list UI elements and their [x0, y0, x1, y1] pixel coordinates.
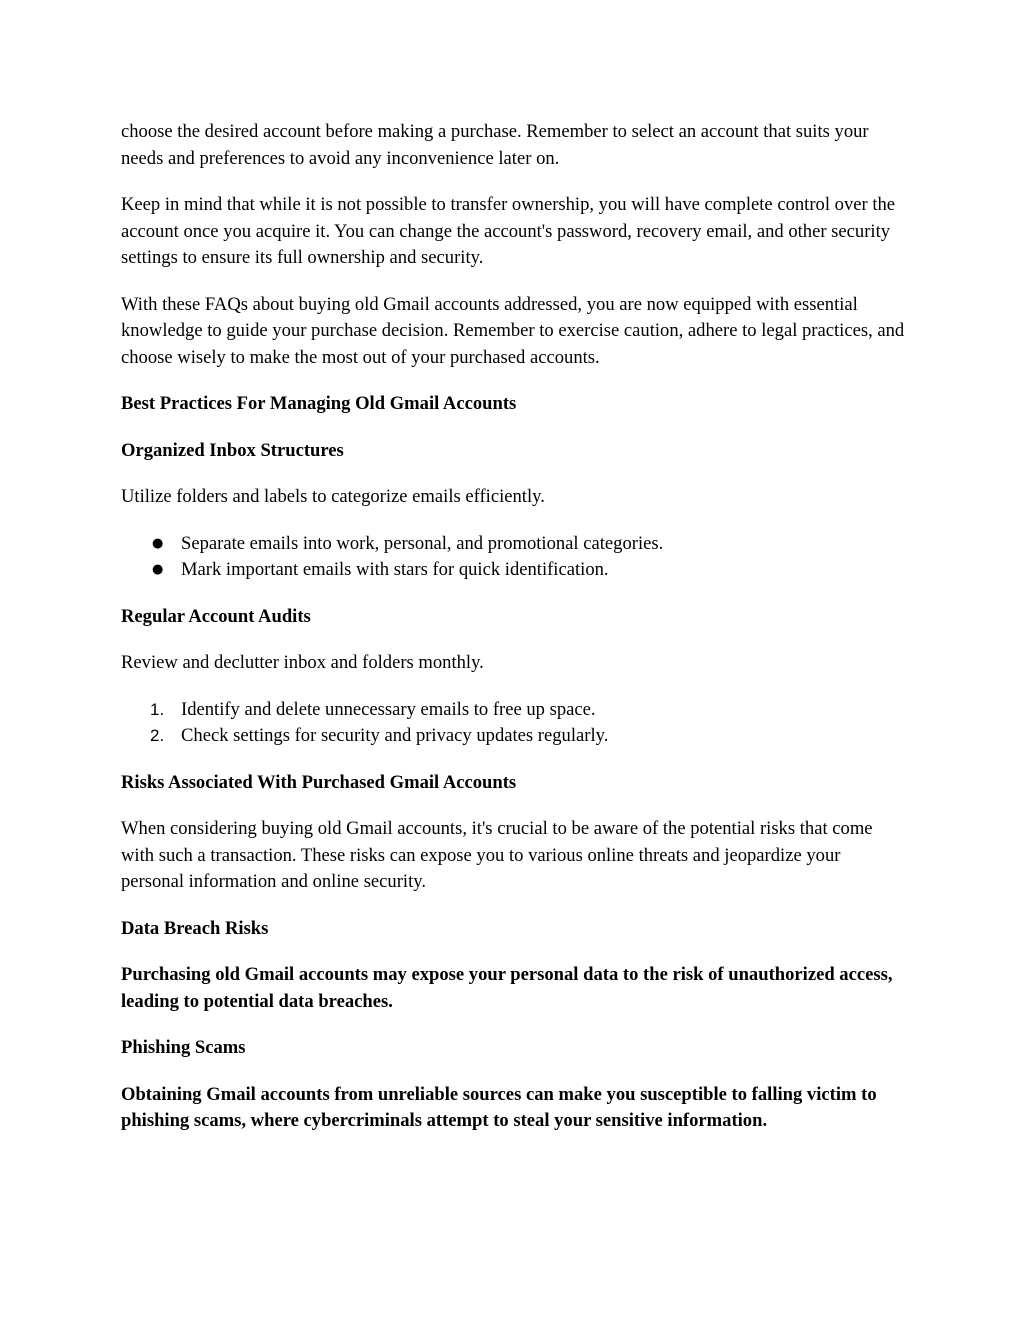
list-item-text: Check settings for security and privacy updates regularly.: [181, 725, 609, 746]
paragraph-risks-intro: When considering buying old Gmail accounts, it's crucial to be aware of the potential risks that come with such a transaction. These risks can expose you to various online threats and jeopardize your personal information and online security.: [121, 818, 873, 892]
heading-data-breach: Data Breach Risks: [121, 917, 269, 939]
document-page: [121, 119, 906, 1155]
paragraph-organized-intro: Utilize folders and labels to categorize emails efficiently.: [121, 486, 545, 507]
heading-phishing: Phishing Scams: [121, 1037, 246, 1058]
heading-best-practices: Best Practices For Managing Old Gmail Accounts: [121, 393, 517, 414]
paragraph-audits-intro: Review and declutter inbox and folders monthly.: [121, 652, 484, 673]
paragraph-faqs-summary: With these FAQs about buying old Gmail accounts addressed, you are now equipped with essential knowledge to guide your purchase decision. Remember to exercise caution, adhere to legal practices, and choose wisely to make the most out of your purchased accounts.: [121, 293, 905, 368]
list-item-text: Identify and delete unnecessary emails to free up space.: [181, 698, 596, 720]
list-item: [152, 531, 906, 558]
bullet-icon: ●: [152, 562, 164, 577]
heading-risks: Risks Associated With Purchased Gmail Accounts: [121, 771, 517, 793]
list-item: [152, 557, 906, 584]
paragraph-phishing: Obtaining Gmail accounts from unreliable sources can make you susceptible to falling victim to phishing scams, where cybercriminals attempt to steal your sensitive information.: [121, 1083, 877, 1131]
list-item: [150, 697, 906, 724]
paragraph-choose-account: choose the desired account before making a purchase. Remember to select an account that suits your needs and preferences to avoid any inconvenience later on.: [121, 121, 869, 169]
paragraph-data-breach: Purchasing old Gmail accounts may expose your personal data to the risk of unauthorized access, leading to potential data breaches.: [121, 964, 893, 1012]
list-item-text: Mark important emails with stars for quick identification.: [181, 559, 609, 580]
list-number: 1.: [150, 699, 165, 719]
heading-account-audits: Regular Account Audits: [121, 605, 311, 627]
list-item-text: Separate emails into work, personal, and promotional categories.: [181, 532, 664, 554]
numbered-list: [121, 697, 906, 750]
bullet-list: [121, 531, 906, 584]
bullet-icon: ●: [152, 535, 164, 551]
paragraph-ownership: Keep in mind that while it is not possible to transfer ownership, you will have complete control over the account once you acquire it. You can change the account's password, recovery email, and other security settings to ensure its full ownership and security.: [121, 194, 896, 268]
list-number: 2.: [150, 726, 165, 745]
heading-organized-inbox: Organized Inbox Structures: [121, 439, 344, 461]
list-item: [150, 723, 906, 750]
